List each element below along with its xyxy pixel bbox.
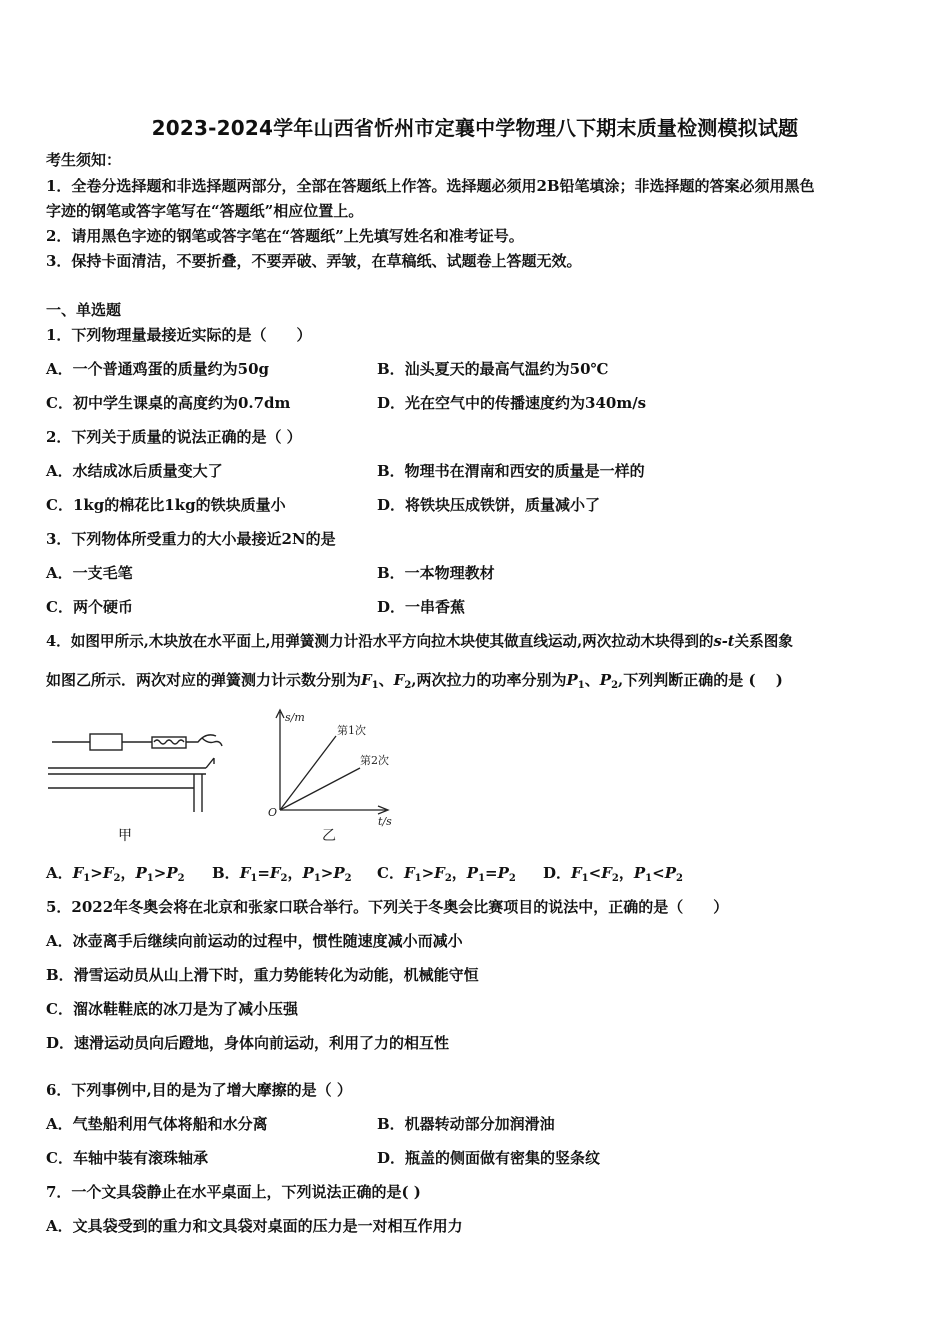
option-b: B．滑雪运动员从山上滑下时，重力势能转化为动能，机械能守恒 [46, 966, 479, 984]
option-c: C．1kg的棉花比1kg的铁块质量小 [46, 496, 286, 514]
figure-jia [46, 728, 226, 848]
notice-item: 3．保持卡面清洁，不要折叠，不要弄破、弄皱，在草稿纸、试题卷上答题无效。 [46, 252, 582, 270]
question-stem: 7．一个文具袋静止在水平桌面上，下列说法正确的是( ) [46, 1183, 421, 1201]
option-b: B．$F_1=F_2$，$P_1>P_2$ [212, 864, 352, 884]
option-a: A．文具袋受到的重力和文具袋对桌面的压力是一对相互作用力 [46, 1217, 463, 1235]
option-b: B．机器转动部分加润滑油 [377, 1115, 555, 1133]
question-stem-line2: 如图乙所示．两次对应的弹簧测力计示数分别为$F_1$、$F_2$,两次拉力的功率分别为$P_1$、$P_2$,下列判断正确的是 ( ) [46, 671, 783, 691]
x-axis-label: t/s [378, 815, 392, 828]
option-d: D．光在空气中的传播速度约为340m/s [377, 394, 647, 412]
option-d: D．一串香蕉 [377, 598, 466, 616]
question-stem: 3．下列物体所受重力的大小最接近2N的是 [46, 530, 336, 548]
option-a: A．一支毛笔 [46, 564, 133, 582]
option-d: D．将铁块压成铁饼，质量减小了 [377, 496, 601, 514]
option-c: C．车轴中装有滚珠轴承 [46, 1149, 208, 1167]
option-c: C．两个硬币 [46, 598, 133, 616]
notice-item: 2．请用黑色字迹的钢笔或答字笔在“答题纸”上先填写姓名和准考证号。 [46, 227, 524, 245]
spring-coil [154, 740, 184, 744]
option-b: B．物理书在渭南和西安的质量是一样的 [377, 462, 645, 480]
y-axis-label: s/m [285, 711, 305, 724]
spring-scale [152, 737, 186, 748]
option-a: A．一个普通鸡蛋的质量约为50g [46, 360, 270, 378]
option-c: C．$F_1>F_2$，$P_1=P_2$ [377, 864, 516, 884]
notice-item: 1．全卷分选择题和非选择题两部分，全部在答题纸上作答。选择题必须用2B铅笔填涂；非选择题的答案必须用黑色 [46, 177, 815, 195]
option-d: D．瓶盖的侧面做有密集的竖条纹 [377, 1149, 601, 1167]
option-d: D．$F_1<F_2$，$P_1<P_2$ [543, 864, 683, 884]
question-stem: 5．2022年冬奥会将在北京和张家口联合举行。下列关于冬奥会比赛项目的说法中，正确的是（ ） [46, 898, 729, 916]
origin-label: O [268, 806, 278, 819]
question-stem: 4．如图甲所示,木块放在水平面上,用弹簧测力计沿水平方向拉木块使其做直线运动,两次拉动木块得到的s-t关系图象 [46, 633, 793, 650]
wood-block [90, 734, 122, 750]
figure-label-jia: 甲 [118, 828, 132, 844]
question-stem: 1．下列物理量最接近实际的是（ ） [46, 326, 312, 344]
question-stem: 6．下列事例中,目的是为了增大摩擦的是（ ） [46, 1081, 352, 1099]
series-line-second [280, 768, 360, 810]
option-d: D．速滑运动员向后蹬地，身体向前运动，利用了力的相互性 [46, 1034, 450, 1052]
page-title: 2023-2024学年山西省忻州市定襄中学物理八下期末质量检测模拟试题 [151, 116, 799, 140]
option-a: A．冰壶离手后继续向前运动的过程中，惯性随速度减小而减小 [46, 932, 463, 950]
legend-second: 第2次 [360, 754, 389, 767]
option-b: B．汕头夏天的最高气温约为50℃ [377, 360, 609, 378]
notice-item: 字迹的钢笔或答字笔写在“答题纸”相应位置上。 [46, 202, 364, 220]
option-c: C．溜冰鞋鞋底的冰刀是为了减小压强 [46, 1000, 298, 1018]
option-b: B．一本物理教材 [377, 564, 495, 582]
option-a: A．水结成冰后质量变大了 [46, 462, 223, 480]
figure-label-yi: 乙 [322, 828, 336, 844]
option-a: A．气垫船利用气体将船和水分离 [46, 1115, 268, 1133]
notice-heading: 考生须知： [46, 151, 122, 169]
legend-first: 第1次 [337, 724, 366, 737]
section-heading: 一、单选题 [46, 301, 122, 319]
option-a: A．$F_1>F_2$，$P_1>P_2$ [46, 864, 185, 884]
series-line-first [280, 736, 336, 810]
figure-yi-st-graph [262, 704, 422, 846]
hand-icon [186, 735, 222, 746]
option-c: C．初中学生课桌的高度约为0.7dm [46, 394, 291, 412]
question-stem: 2．下列关于质量的说法正确的是（ ） [46, 428, 302, 446]
